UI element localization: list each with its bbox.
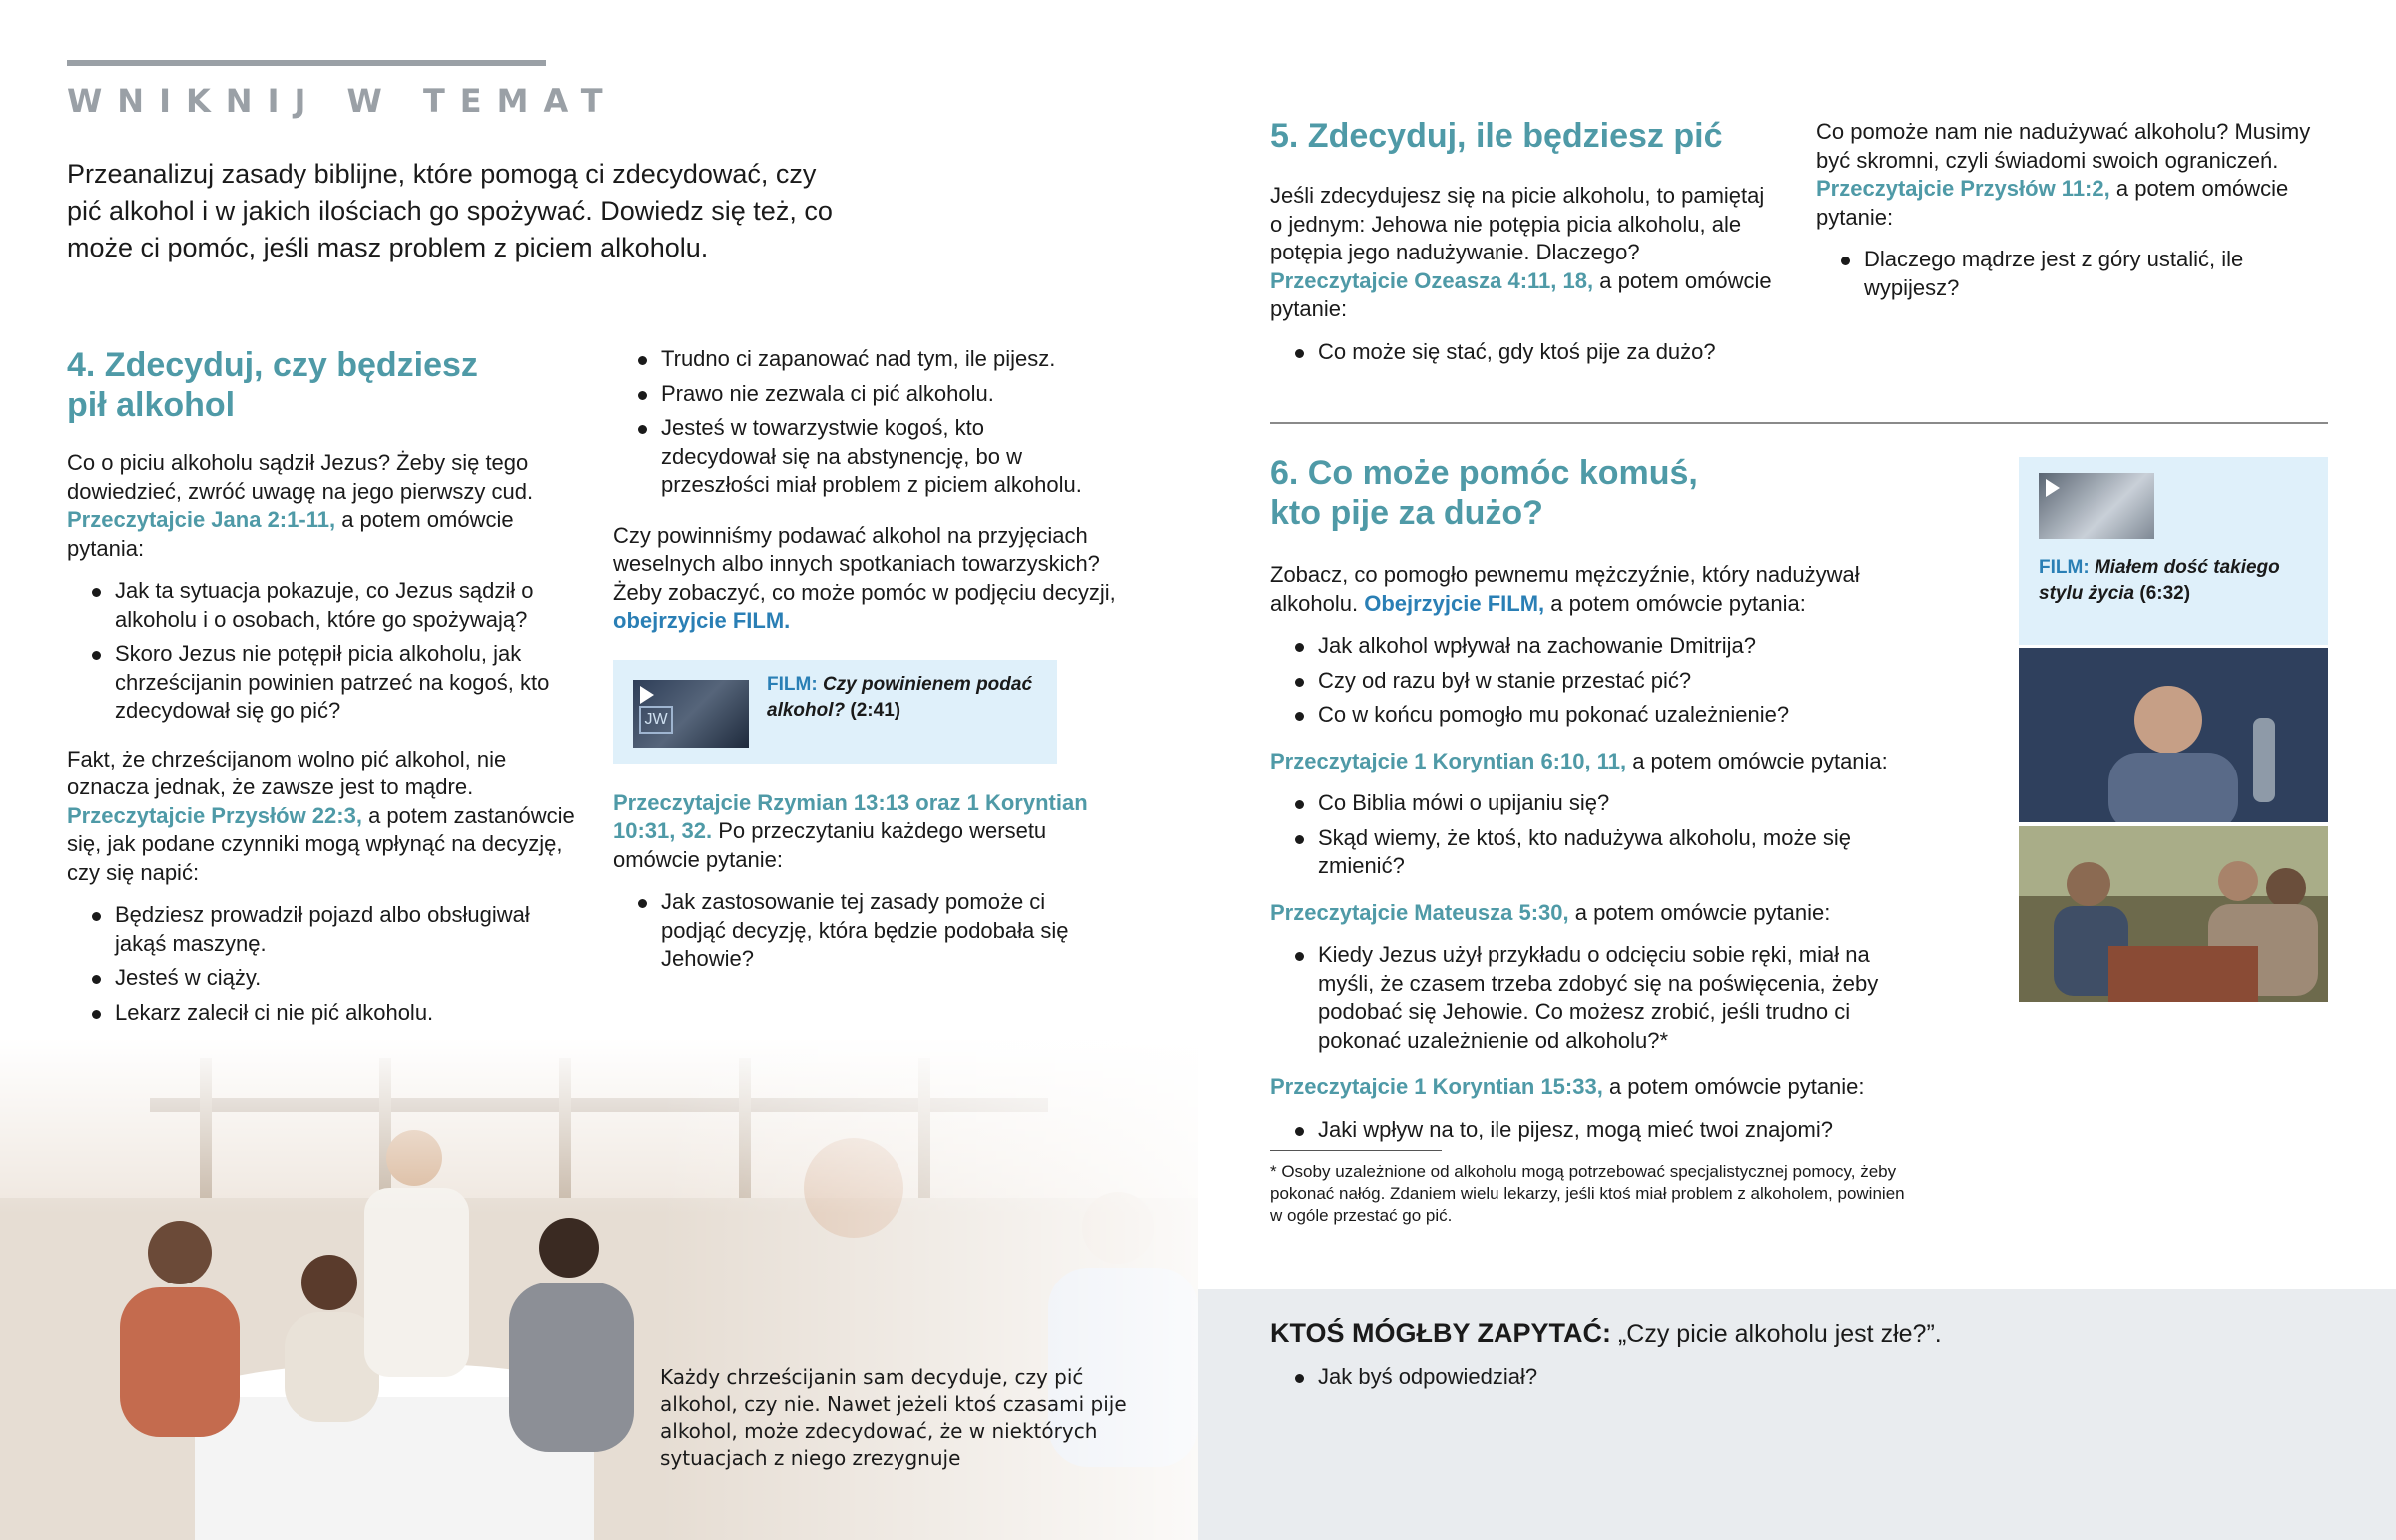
film-keyword: FILM: <box>2039 557 2090 578</box>
play-icon <box>640 686 654 704</box>
list-item: Jak zastosowanie tej zasady pomoże ci podjąć decyzję, która będzie podobała się Jehowie? <box>613 888 1132 974</box>
s6-r2-end: a potem omówcie pytanie: <box>1574 899 1831 925</box>
scripture-link-przyslow-11[interactable]: Przeczytajcie Przysłów 11:2, <box>1816 176 2110 201</box>
film-label-2 <box>2039 555 2308 607</box>
scripture-link-przyslow-22[interactable]: Przeczytajcie Przysłów 22:3, <box>67 802 362 828</box>
s4-p2-end: a potem zastanówcie się, jak podane czynniki mogą wpłynąć na decyzję, czy się napić: <box>67 802 575 885</box>
film-duration: (6:32) <box>2139 583 2191 604</box>
s4-p2-text: Fakt, że chrześcijanom wolno pić alkohol, nie oznacza jednak, że zawsze jest to mądre. <box>67 746 507 799</box>
s6-paragraph-1 <box>1270 561 1929 618</box>
s4-paragraph-4 <box>613 789 1132 875</box>
film-keyword: FILM: <box>767 673 818 695</box>
section-divider <box>1270 422 2328 424</box>
intro-text: Przeanalizuj zasady biblijne, które pomogą ci zdecydować, czy pić alkohol i w jakich ilościach go spożywać. Dowiedz się też, co może ci pomóc, jeśli masz problem z piciem alkoholu. <box>67 159 833 262</box>
s6-r3-end: a potem omówcie pytanie: <box>1608 1074 1865 1099</box>
s6-p1-end: a potem omówcie pytania: <box>1550 590 1806 616</box>
film-link-2[interactable]: Obejrzyjcie FILM, <box>1364 590 1545 616</box>
list-item: Co Biblia mówi o upijaniu się? <box>1270 789 1929 818</box>
s6-r1-end: a potem omówcie pytania: <box>1632 748 1888 773</box>
scripture-link-jana[interactable]: Przeczytajcie Jana 2:1-11, <box>67 507 336 532</box>
ask-questions <box>1270 1363 2168 1398</box>
s4-p1-text: Co o piciu alkoholu sądził Jezus? Żeby się tego dowiedzieć, zwróć uwagę na jego pierwszy cud. <box>67 450 534 504</box>
scripture-link-rzymian[interactable]: Przeczytajcie Rzymian 13:13 oraz 1 Koryntian 10:31, 32. <box>613 789 1088 843</box>
s5-p1-end: a potem omówcie pytanie: <box>1270 267 1772 321</box>
film-thumbnail-1[interactable] <box>633 680 749 748</box>
ask-label: KTOŚ MÓGŁBY ZAPYTAĆ: <box>1270 1318 1612 1348</box>
list-item: Lekarz zalecił ci nie pić alkoholu. <box>67 999 576 1028</box>
s5-paragraph-1 <box>1270 182 1779 324</box>
footnote-rule <box>1270 1150 1442 1151</box>
film-card-1[interactable] <box>613 660 1057 764</box>
s4-p1-end: a potem omówcie pytania: <box>67 507 514 561</box>
list-item: Jesteś w ciąży. <box>67 964 576 993</box>
s6-ref-2 <box>1270 899 1929 928</box>
film-duration: (2:41) <box>850 699 901 721</box>
photo-family-study <box>2019 826 2328 1002</box>
list-item: Będziesz prowadził pojazd albo obsługiwał jakąś maszynę. <box>67 901 576 958</box>
film-link-1[interactable]: obejrzyjcie FILM. <box>613 608 791 633</box>
play-icon <box>2046 479 2060 497</box>
film-thumbnail-2[interactable] <box>2039 473 2154 539</box>
film-title: Czy powinienem podać alkohol? <box>767 673 1033 721</box>
ask-question: „Czy picie alkoholu jest złe?”. <box>1617 1320 1942 1348</box>
section-6 <box>1270 453 1929 1227</box>
list-item: Skoro Jezus nie potępił picia alkoholu, jak chrześcijanin powinien patrzeć na kogoś, kto zdecydował się go pić? <box>67 640 576 726</box>
section-4-title: 4. Zdecyduj, czy będziesz pił alkohol <box>67 346 478 424</box>
scripture-link-ozeasza[interactable]: Przeczytajcie Ozeasza 4:11, 18, <box>1270 267 1594 293</box>
s4-factors-2 <box>613 345 1132 500</box>
list-item: Czy od razu był w stanie przestać pić? <box>1270 667 1929 696</box>
s6-questions-1 <box>1270 632 1929 730</box>
jw-logo-icon: JW <box>639 706 673 734</box>
film-card-2[interactable] <box>2019 457 2328 645</box>
list-item: Jaki wpływ na to, ile pijesz, mogą mieć twoi znajomi? <box>1270 1116 1929 1145</box>
section-4 <box>67 345 576 1033</box>
list-item: Jak ta sytuacja pokazuje, co Jezus sądził o alkoholu i o osobach, które go spożywają? <box>67 577 576 634</box>
s4-questions-2 <box>613 888 1132 974</box>
s6-questions-3 <box>1270 941 1929 1055</box>
list-item: Jak alkohol wpływał na zachowanie Dmitrija? <box>1270 632 1929 661</box>
scripture-link-mateusza[interactable]: Przeczytajcie Mateusza 5:30, <box>1270 899 1569 925</box>
film-label-1 <box>767 672 1041 724</box>
scripture-link-1kor-15[interactable]: Przeczytajcie 1 Koryntian 15:33, <box>1270 1074 1603 1099</box>
s6-p1-text: Zobacz, co pomogło pewnemu mężczyźnie, który nadużywał alkoholu. <box>1270 562 1860 616</box>
s4-factors-1 <box>67 901 576 1027</box>
photo-man-drinking <box>2019 648 2328 822</box>
ask-heading <box>1270 1319 2328 1349</box>
list-item: Prawo nie zezwala ci pić alkoholu. <box>613 380 1132 409</box>
illustration-caption: Każdy chrześcijanin sam decyduje, czy pić alkohol, czy nie. Nawet jeżeli ktoś czasami pije alkohol, może zdecydować, że w niektórych sytuacjach z niego zrezygnuje <box>660 1365 1127 1470</box>
list-item: Skąd wiemy, że ktoś, kto nadużywa alkoholu, może się zmienić? <box>1270 824 1929 881</box>
header-rule <box>67 60 546 66</box>
list-item: Kiedy Jezus użył przykładu o odcięciu sobie ręki, miał na myśli, że czasem trzeba zdobyć się na poświęcenia, żeby podobać się Jehowie. Co możesz zrobić, jeśli trudno ci pokonać uzależnienie od alkoholu?* <box>1270 941 1929 1055</box>
list-item: Jesteś w towarzystwie kogoś, kto zdecydował się na abstynencję, bo w przeszłości miał problem z piciem alkoholu. <box>613 414 1132 500</box>
s4-p3-text: Czy powinniśmy podawać alkohol na przyjęciach weselnych albo innych spotkaniach towarzyskich? Żeby zobaczyć, co może pomóc w podjęciu decyzji, <box>613 522 1116 605</box>
list-item: Co w końcu pomogło mu pokonać uzależnienie? <box>1270 701 1929 730</box>
s5-p2-end: a potem omówcie pytanie: <box>1816 176 2289 230</box>
s5-questions-2 <box>1816 246 2335 302</box>
scripture-link-1kor-6[interactable]: Przeczytajcie 1 Koryntian 6:10, 11, <box>1270 748 1627 773</box>
footnote: * Osoby uzależnione od alkoholu mogą potrzebować specjalistycznej pomocy, żeby pokonać nałóg. Zdaniem wielu lekarzy, jeśli ktoś miał problem z alkoholem, powinien w ogóle przestać go pić. <box>1270 1162 1905 1225</box>
section-5-col-b <box>1816 118 2335 308</box>
s5-p2-text: Co pomoże nam nie nadużywać alkoholu? Musimy być skromni, czyli świadomi swoich ograniczeń. <box>1816 119 2311 173</box>
section-5 <box>1270 116 1779 372</box>
s6-ref-1 <box>1270 748 1929 776</box>
section-label: WNIKNIJ W TEMAT <box>67 82 618 120</box>
list-item: Jak byś odpowiedział? <box>1270 1363 2168 1392</box>
list-item: Co może się stać, gdy ktoś pije za dużo? <box>1270 338 1779 367</box>
s6-questions-2 <box>1270 789 1929 881</box>
s4-p4-end: Po przeczytaniu każdego wersetu omówcie pytanie: <box>613 818 1047 872</box>
s5-questions-1 <box>1270 338 1779 367</box>
s4-paragraph-2 <box>67 746 576 888</box>
s4-questions-1 <box>67 577 576 726</box>
section-4-col-b <box>613 345 1132 980</box>
s6-ref-3 <box>1270 1073 1929 1102</box>
list-item: Dlaczego mądrze jest z góry ustalić, ile wypijesz? <box>1816 246 2335 302</box>
s5-p1-text: Jeśli zdecydujesz się na picie alkoholu, to pamiętaj o jednym: Jehowa nie potępia picia alkoholu, ale potępia jego nadużywanie. Dlaczego? <box>1270 183 1765 264</box>
section-6-title: 6. Co może pomóc komuś, kto pije za dużo? <box>1270 454 1698 532</box>
film-title: Miałem dość takiego stylu życia <box>2039 557 2280 604</box>
s4-paragraph-1 <box>67 449 576 563</box>
list-item: Trudno ci zapanować nad tym, ile pijesz. <box>613 345 1132 374</box>
s5-paragraph-2 <box>1816 118 2335 232</box>
section-5-title: 5. Zdecyduj, ile będziesz pić <box>1270 117 1723 155</box>
s4-paragraph-3 <box>613 522 1132 636</box>
s6-questions-4 <box>1270 1116 1929 1145</box>
